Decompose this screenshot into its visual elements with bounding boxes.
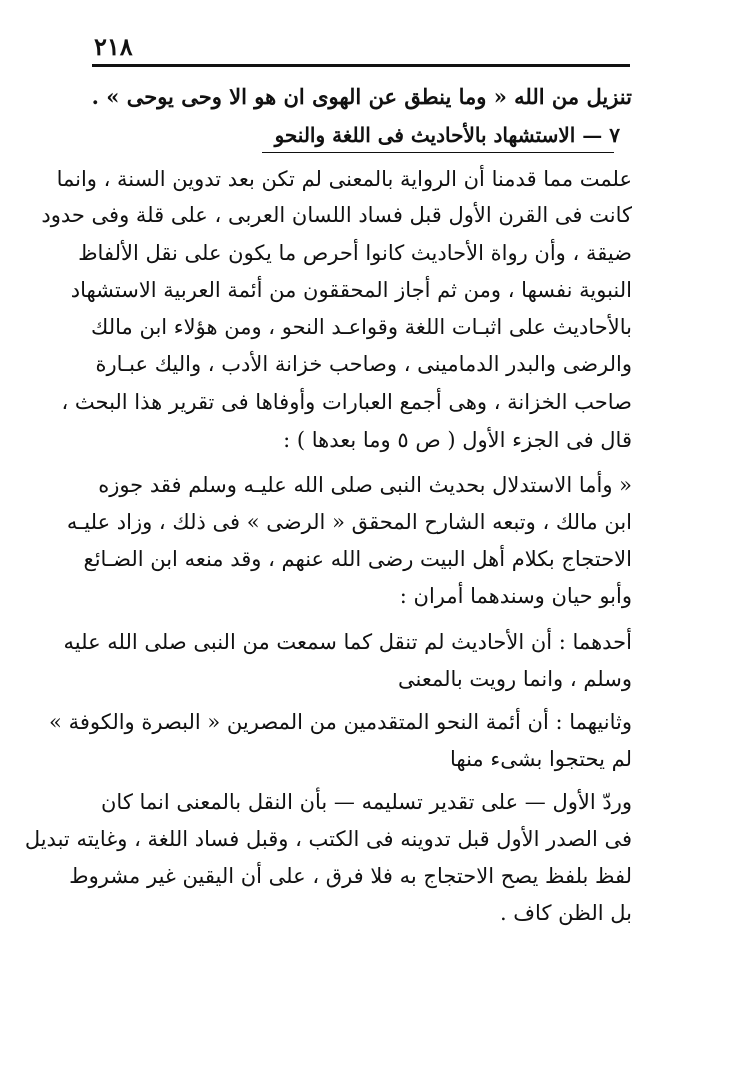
page-number: ٢١٨ [94, 32, 133, 61]
body-line: قال فى الجزء الأول ( ص ٥ وما بعدها ) : [283, 428, 632, 452]
body-line: كانت فى القرن الأول قبل فساد اللسان العربى ، على قلة وفى حدود [41, 203, 632, 227]
body-line: بل الظن كاف . [499, 901, 632, 925]
body-line: علمت مما قدمنا أن الرواية بالمعنى لم تكن بعد تدوين السنة ، وانما [56, 167, 632, 191]
body-line: فى الصدر الأول قبل تدوينه فى الكتب ، وقبل فساد اللغة ، وغايته تبديل [24, 827, 632, 851]
body-line: والرضى والبدر الدمامينى ، وصاحب خزانة الأدب ، واليك عبـارة [95, 352, 632, 376]
quote-line: وسلم ، وانما رويت بالمعنى [397, 667, 632, 691]
section-heading: ٧ — الاستشهاد بالأحاديث فى اللغة والنحو [274, 123, 620, 147]
quote-line: وأبو حيان وسندهما أمران : [399, 584, 632, 608]
quote-line: وثانيهما : أن أئمة النحو المتقدمين من المصرين « البصرة والكوفة » [49, 710, 632, 734]
body-line: بالأحاديث على اثبـات اللغة وقواعـد النحو ، ومن هؤلاء ابن مالك [91, 315, 632, 339]
quote-line: ابن مالك ، وتبعه الشارح المحقق « الرضى » فى ذلك ، وزاد عليـه [66, 510, 632, 534]
quote-line: أحدهما : أن الأحاديث لم تنقل كما سمعت من النبى صلى الله عليه [63, 630, 632, 654]
body-text [24, 0, 632, 1087]
body-line: وردّ الأول — على تقدير تسليمه — بأن النقل بالمعنى انما كان [101, 790, 632, 814]
body-line: ضيقة ، وأن رواة الأحاديث كانوا أحرص ما يكون على نقل الألفاظ [78, 241, 632, 265]
quote-line: الاحتجاج بكلام أهل البيت رضى الله عنهم ، وقد منعه ابن الضـائع [83, 547, 632, 571]
body-line: لفظ بلفظ يصح الاحتجاج به فلا فرق ، على أن اليقين غير مشروط [69, 864, 632, 888]
quote-line: « وأما الاستدلال بحديث النبى صلى الله عليـه وسلم فقد جوزه [98, 473, 632, 497]
body-line: صاحب الخزانة ، وهى أجمع العبارات وأوفاها فى تقرير هذا البحث ، [61, 390, 632, 414]
quote-line: لم يحتجوا بشىء منها [450, 747, 632, 771]
body-line: النبوية نفسها ، ومن ثم أجاز المحققون من أئمة العربية الاستشهاد [70, 278, 632, 302]
intro-line: تنزيل من الله « وما ينطق عن الهوى ان هو الا وحى يوحى » . [91, 84, 632, 109]
